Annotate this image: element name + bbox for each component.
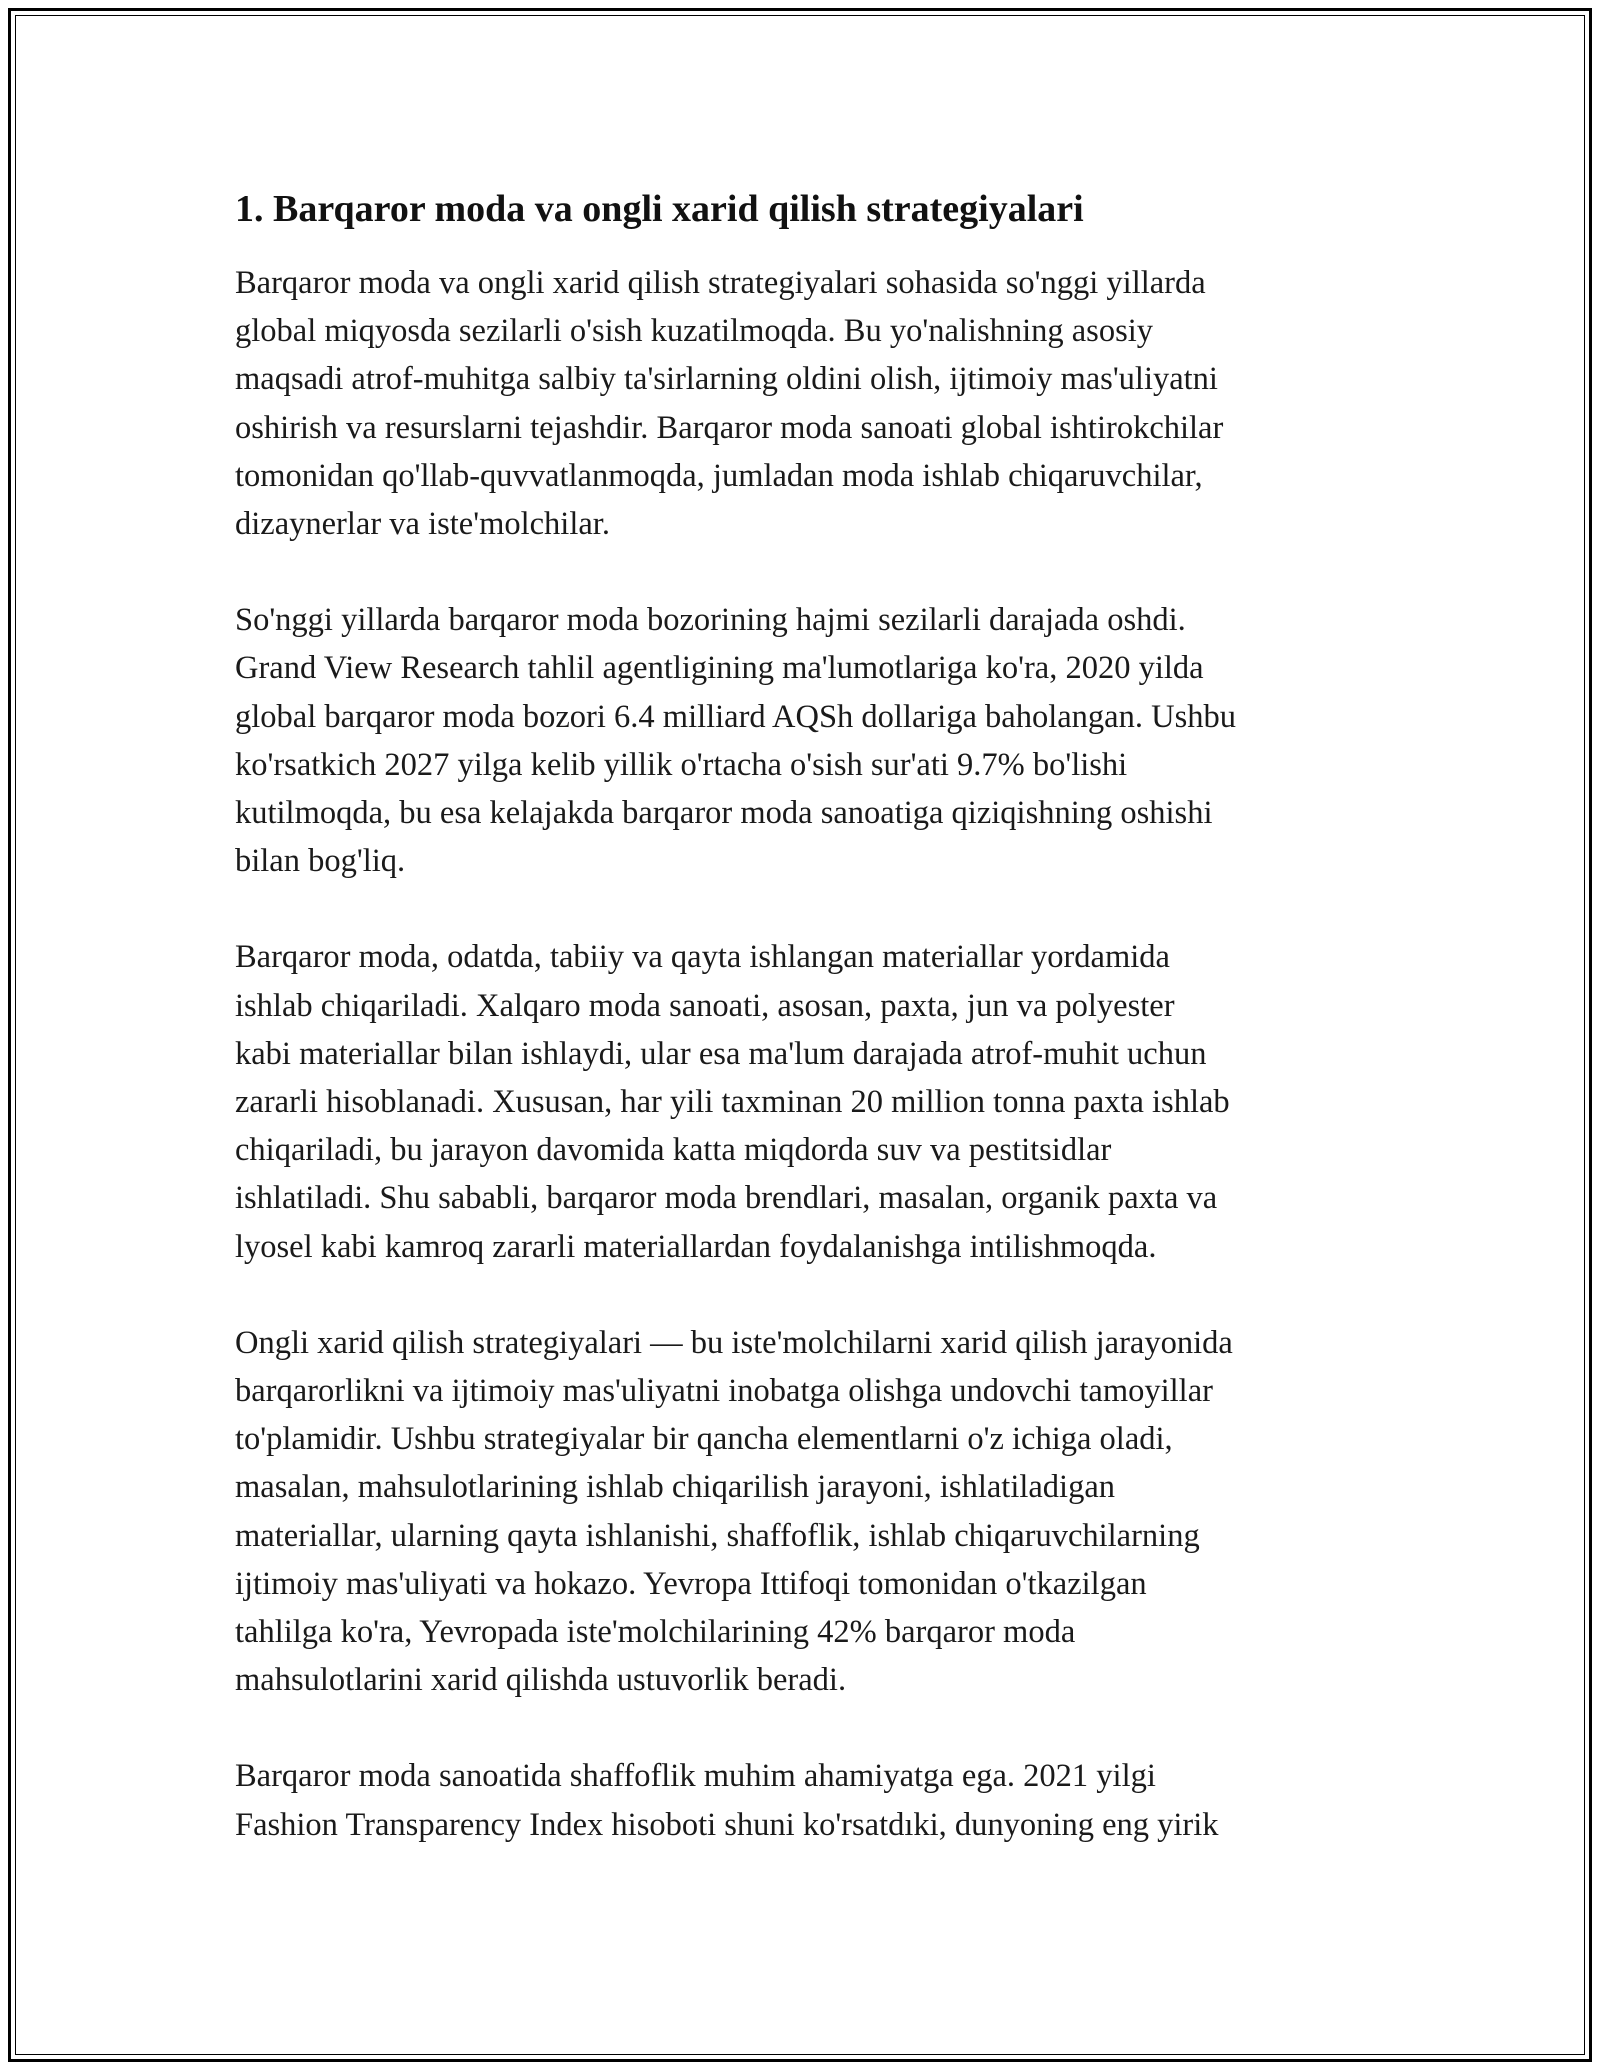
document-body bbox=[235, 185, 1375, 1897]
paragraph-materials: Barqaror moda, odatda, tabiiy va qayta ishlangan materiallar yordamida ishlab chiqariladi. Xalqaro moda sanoati, asosan, paxta, jun va polyester kabi materiallar bilan ishlaydi, ular esa ma'lum darajada atrof-muhit uchun zararli hisoblanadi. Xususan, har yili taxminan 20 million tonna paxta ishlab chiqariladi, bu jarayon davomida katta miqdorda suv va pestitsidlar ishlatiladi. Shu sababli, barqaror moda brendlari, masalan, organik paxta va lyosel kabi kamroq zararli materiallardan foydalanishga intilishmoqda. bbox=[235, 939, 1230, 1265]
section-heading: 1. Barqaror moda va ongli xarid qilish strategiyalari bbox=[235, 188, 1084, 230]
paragraph-transparency: Barqaror moda sanoatida shaffoflik muhim ahamiyatga ega. 2021 yilgi Fashion Transparency Index hisoboti shuni ko'rsatdıki, dunyoning eng yirik bbox=[235, 1758, 1219, 1843]
paragraph-market-size: So'nggi yillarda barqaror moda bozorining hajmi sezilarli darajada oshdi. Grand View Research tahlil agentligining ma'lumotlariga ko'ra, 2020 yilda global barqaror moda bozori 6.4 milliard AQSh dollariga baholangan. Ushbu ko'rsatkich 2027 yilga kelib yillik o'rtacha o'sish sur'ati 9.7% bo'lishi kutilmoqda, bu esa kelajakda barqaror moda sanoatiga qiziqishning oshishi bilan bog'liq. bbox=[235, 602, 1236, 880]
paragraph-conscious-shopping: Ongli xarid qilish strategiyalari — bu iste'molchilarni xarid qilish jarayonida barqarorlikni va ijtimoiy mas'uliyatni inobatga olishga undovchi tamoyillar to'plamidir. Ushbu strategiyalar bir qancha elementlarni o'z ichiga oladi, masalan, mahsulotlarining ishlab chiqarilish jarayoni, ishlatiladigan materiallar, ularning qayta ishlanishi, shaffoflik, ishlab chiqaruvchilarning ijtimoiy mas'uliyati va hokazo. Yevropa Ittifoqi tomonidan o'tkazilgan tahlilga ko'ra, Yevropada iste'molchilarining 42% barqaror moda mahsulotlarini xarid qilishda ustuvorlik beradi. bbox=[235, 1324, 1233, 1699]
paragraph-intro: Barqaror moda va ongli xarid qilish strategiyalari sohasida so'nggi yillarda global miqyosda sezilarli o'sish kuzatilmoqda. Bu yo'nalishning asosiy maqsadi atrof-muhitga salbiy ta'sirlarning oldini olish, ijtimoiy mas'uliyatni oshirish va resurslarni tejashdir. Barqaror moda sanoati global ishtirokchilar tomonidan qo'llab-quvvatlanmoqda, jumladan moda ishlab chiqaruvchilar, dizaynerlar va iste'molchilar. bbox=[235, 265, 1224, 543]
